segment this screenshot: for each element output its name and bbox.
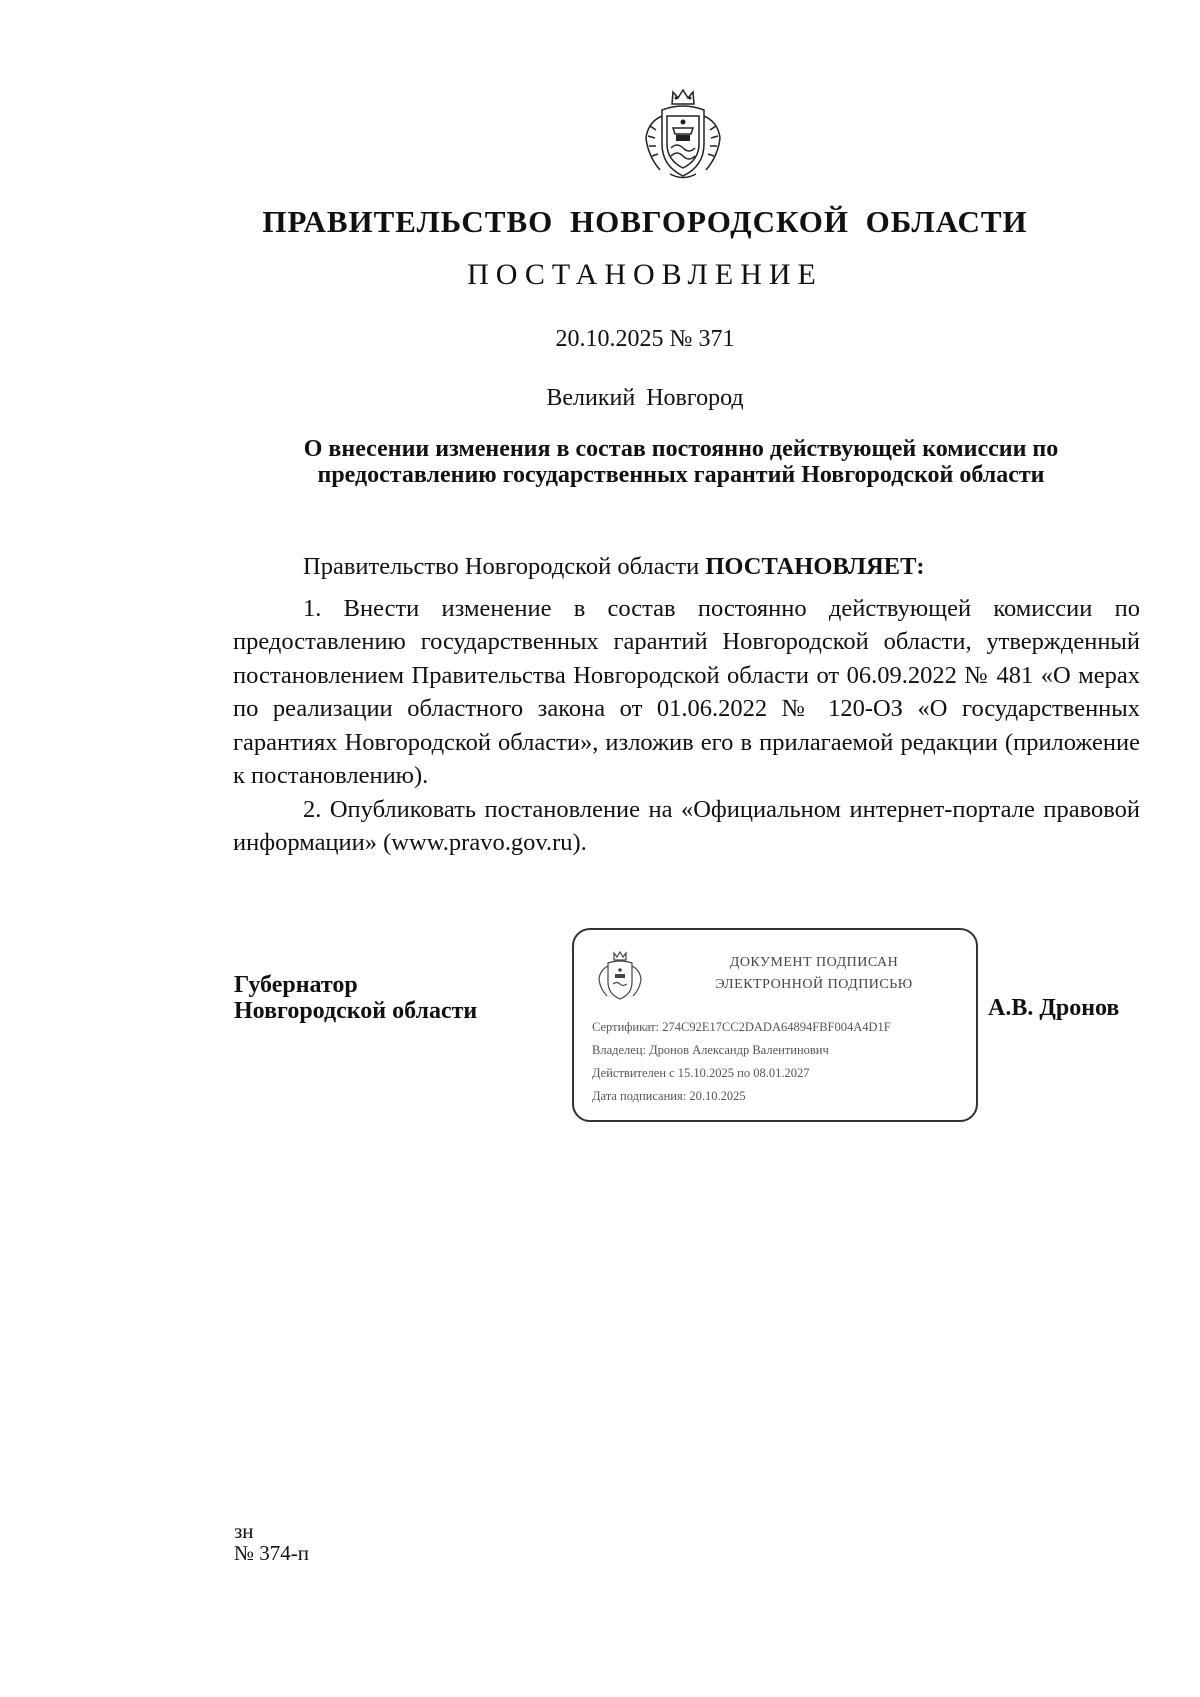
subject-line-2: предоставлению государственных гарантий Новгородской области [317,462,1045,488]
document-subject [248,436,1114,488]
stamp-coat-of-arms-icon [596,950,644,1002]
subject-line-1: О внесении изменения в состав постоянно действующей комиссии по [303,436,1059,462]
signatory-position-line-1: Губернатор [234,972,358,998]
document-footer [234,1520,309,1564]
paragraph-2: 2. Опубликовать постановление на «Официальном интернет-портале правовой информации» (www.pravo.gov.ru). [233,795,1140,856]
document-body [233,550,1140,860]
document-city: Великий Новгород [546,385,744,411]
electronic-signature-stamp [572,928,978,1122]
paragraph-1: 1. Внести изменение в состав постоянно действующей комиссии по предоставлению государственных гарантий Новгородской области, утвержденный постановлением Правительства Новгородской области от 06.09.2022 № 481 «О мерах по реализации областного закона от 01.06.2022 № 120-ОЗ «О государственных гарантиях Новгородской области», изложив его в прилагаемой редакции (приложение к постановлению). [233,594,1140,789]
footer-registration-number: № 374-п [234,1541,310,1565]
signatory-position [234,972,477,1024]
intro-text: Правительство Новгородской области [303,553,706,580]
coat-of-arms-icon [640,86,726,182]
stamp-heading [684,952,944,996]
stamp-details [592,1016,891,1108]
document-type: ПОСТАНОВЛЕНИЕ [467,258,823,291]
resolution-intro [233,550,1140,584]
document-date-number: 20.10.2025 № 371 [555,326,735,352]
government-title: ПРАВИТЕЛЬСТВО НОВГОРОДСКОЙ ОБЛАСТИ [262,204,1028,239]
stamp-heading-line-1: ДОКУМЕНТ ПОДПИСАН [729,955,899,970]
stamp-heading-line-2: ЭЛЕКТРОННОЙ ПОДПИСЬЮ [715,977,913,992]
stamp-certificate: Сертификат: 274C92E17CC2DADA64894FBF004A4D1F [592,1020,891,1034]
stamp-owner: Владелец: Дронов Александр Валентинович [592,1043,829,1057]
signatory-name: А.В. Дронов [988,995,1120,1021]
intro-resolves: ПОСТАНОВЛЯЕТ: [705,553,925,580]
footer-initials: зн [234,1519,254,1543]
signatory-position-line-2: Новгородской области [234,998,478,1024]
stamp-validity: Действителен с 15.10.2025 по 08.01.2027 [592,1066,810,1080]
stamp-signing-date: Дата подписания: 20.10.2025 [592,1089,746,1103]
